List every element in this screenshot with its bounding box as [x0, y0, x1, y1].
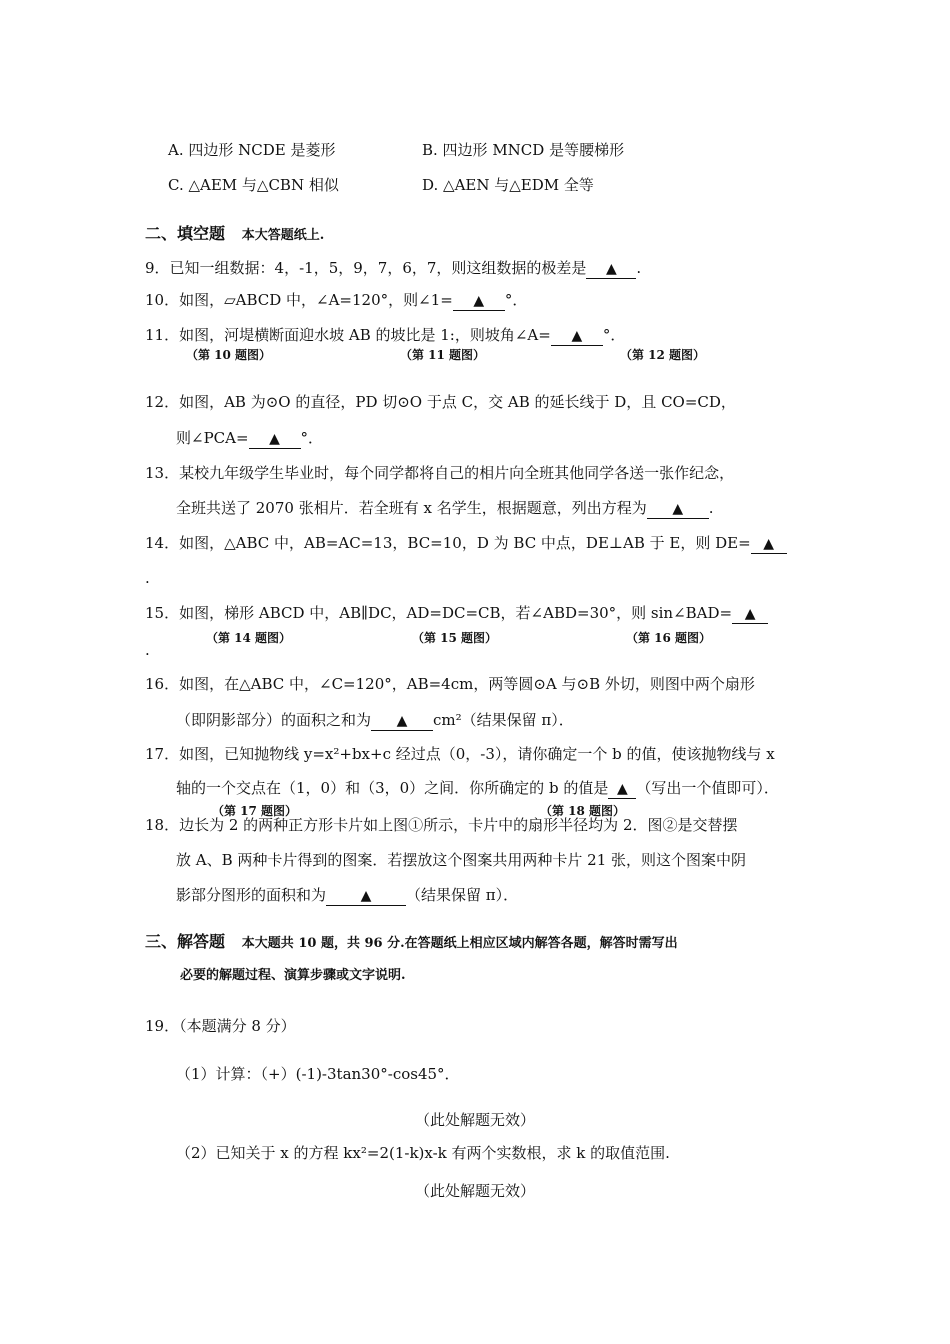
answer-blank [249, 429, 301, 449]
question-12-line-1: 12．如图，AB 为⊙O 的直径，PD 切⊙O 于点 C，交 AB 的延长线于 D，且 CO=CD， [145, 393, 736, 411]
question-16-end: cm²（结果保留 π）． [433, 711, 574, 729]
question-9-end: . [636, 259, 642, 277]
answer-invalid-note-1: （此处解题无效） [414, 1111, 535, 1129]
question-18-line-2: 放 A、B 两种卡片得到的图案．若摆放这个图案共用两种卡片 21 张，则这个图案中阴 [176, 851, 747, 869]
figure-caption-16: （第 16 题图） [626, 631, 712, 645]
question-19-header: 19．（本题满分 8 分） [145, 1017, 296, 1035]
section-3-title: 三、解答题 [145, 932, 226, 951]
option-b: B. 四边形 MNCD 是等腰梯形 [422, 141, 625, 159]
question-16-line-2 [176, 710, 574, 731]
question-16-line-1: 16．如图，在△ABC 中，∠C=120°，AB=4cm，两等圆⊙A 与⊙B 外切，则图中两个扇形 [145, 675, 755, 693]
section-2-heading [145, 224, 324, 246]
question-19-part-1: （1）计算：（+）(-1)-3tan30°-cos45°． [176, 1065, 460, 1083]
answer-blank [453, 291, 505, 311]
answer-triangle-icon: ▲ [763, 536, 775, 552]
question-13-line-2 [176, 498, 714, 519]
section-3-note-2: 必要的解题过程、演算步骤或文字说明. [180, 968, 406, 983]
question-16-text: （即阴影部分）的面积之和为 [176, 711, 372, 729]
answer-triangle-icon: ▲ [744, 606, 756, 622]
question-12-text: 则∠PCA= [176, 429, 249, 447]
option-c: C. △AEM 与△CBN 相似 [168, 176, 339, 194]
question-13-end: . [708, 499, 714, 517]
question-10-end: °． [504, 291, 528, 309]
question-17-line-2 [176, 778, 779, 799]
figure-caption-10: （第 10 题图） [186, 348, 272, 362]
figure-caption-11: （第 11 题图） [400, 348, 486, 362]
question-15-text: 15．如图，梯形 ABCD 中，AB∥DC，AD=DC=CB，若∠ABD=30°，则 sin∠BAD= [145, 604, 733, 622]
section-3-note: 本大题共 10 题，共 96 分.在答题纸上相应区域内解答各题，解答时需写出 [241, 936, 678, 951]
question-15 [145, 603, 768, 624]
answer-triangle-icon: ▲ [672, 501, 684, 517]
question-18-end: （结果保留 π）． [406, 886, 519, 904]
figure-caption-18: （第 18 题图） [540, 804, 626, 818]
question-12-line-2 [176, 428, 323, 449]
option-d: D. △AEN 与△EDM 全等 [422, 176, 594, 194]
question-17-line-1: 17．如图，已知抛物线 y=x²+bx+c 经过点（0，-3），请你确定一个 b 的值，使该抛物线与 x [145, 745, 775, 763]
section-2-title: 二、填空题 [145, 224, 226, 243]
answer-triangle-icon: ▲ [396, 713, 408, 729]
answer-blank [732, 604, 768, 624]
figure-caption-15: （第 15 题图） [412, 631, 498, 645]
question-10 [145, 290, 527, 311]
answer-blank [586, 259, 636, 279]
question-11 [145, 325, 625, 346]
answer-triangle-icon: ▲ [606, 261, 617, 277]
answer-triangle-icon: ▲ [571, 328, 583, 344]
question-18-text: 影部分图形的面积和为 [176, 886, 327, 904]
answer-blank [326, 886, 406, 906]
answer-triangle-icon: ▲ [616, 781, 628, 797]
answer-invalid-note-2: （此处解题无效） [414, 1182, 535, 1200]
figure-caption-12: （第 12 题图） [620, 348, 706, 362]
question-10-text: 10．如图，▱ABCD 中，∠A=120°，则∠1= [145, 291, 453, 309]
question-14 [145, 533, 787, 554]
question-9-text: 9．已知一组数据：4，-1，5，9，7，6，7，则这组数据的极差是 [145, 259, 587, 277]
answer-blank [551, 326, 603, 346]
answer-blank [608, 779, 636, 799]
answer-blank [751, 534, 787, 554]
question-11-end: °． [602, 326, 626, 344]
figure-caption-14: （第 14 题图） [206, 631, 292, 645]
question-15-end: . [145, 641, 150, 659]
answer-triangle-icon: ▲ [269, 431, 280, 447]
question-14-end: . [145, 569, 150, 587]
question-13-text: 全班共送了 2070 张相片．若全班有 x 名学生，根据题意，列出方程为 [176, 499, 647, 517]
question-18-line-1: 18．边长为 2 的两种正方形卡片如上图①所示，卡片中的扇形半径均为 2．图②是交替摆 [145, 816, 738, 834]
section-3-heading [145, 932, 678, 954]
answer-blank [371, 711, 433, 731]
question-11-text: 11．如图，河堤横断面迎水坡 AB 的坡比是 1:，则坡角∠A= [145, 326, 551, 344]
question-12-end: °． [300, 429, 324, 447]
question-13-line-1: 13．某校九年级学生毕业时，每个同学都将自己的相片向全班其他同学各送一张作纪念， [145, 464, 735, 482]
question-14-text: 14．如图，△ABC 中，AB=AC=13，BC=10，D 为 BC 中点，DE⊥AB 于 E，则 DE= [145, 534, 751, 552]
answer-triangle-icon: ▲ [360, 888, 372, 904]
option-a: A. 四边形 NCDE 是菱形 [168, 141, 336, 159]
question-17-end: （写出一个值即可）． [636, 779, 779, 797]
section-2-note: 本大答题纸上. [241, 228, 325, 243]
question-17-text: 轴的一个交点在（1，0）和（3，0）之间．你所确定的 b 的值是 [176, 779, 609, 797]
question-9 [145, 258, 641, 279]
figure-caption-17: （第 17 题图） [212, 804, 298, 818]
answer-triangle-icon: ▲ [473, 293, 485, 309]
question-19-part-2: （2）已知关于 x 的方程 kx²=2(1-k)x-k 有两个实数根，求 k 的取值范围. [176, 1144, 670, 1162]
question-18-line-3 [176, 885, 518, 906]
answer-blank [647, 499, 709, 519]
